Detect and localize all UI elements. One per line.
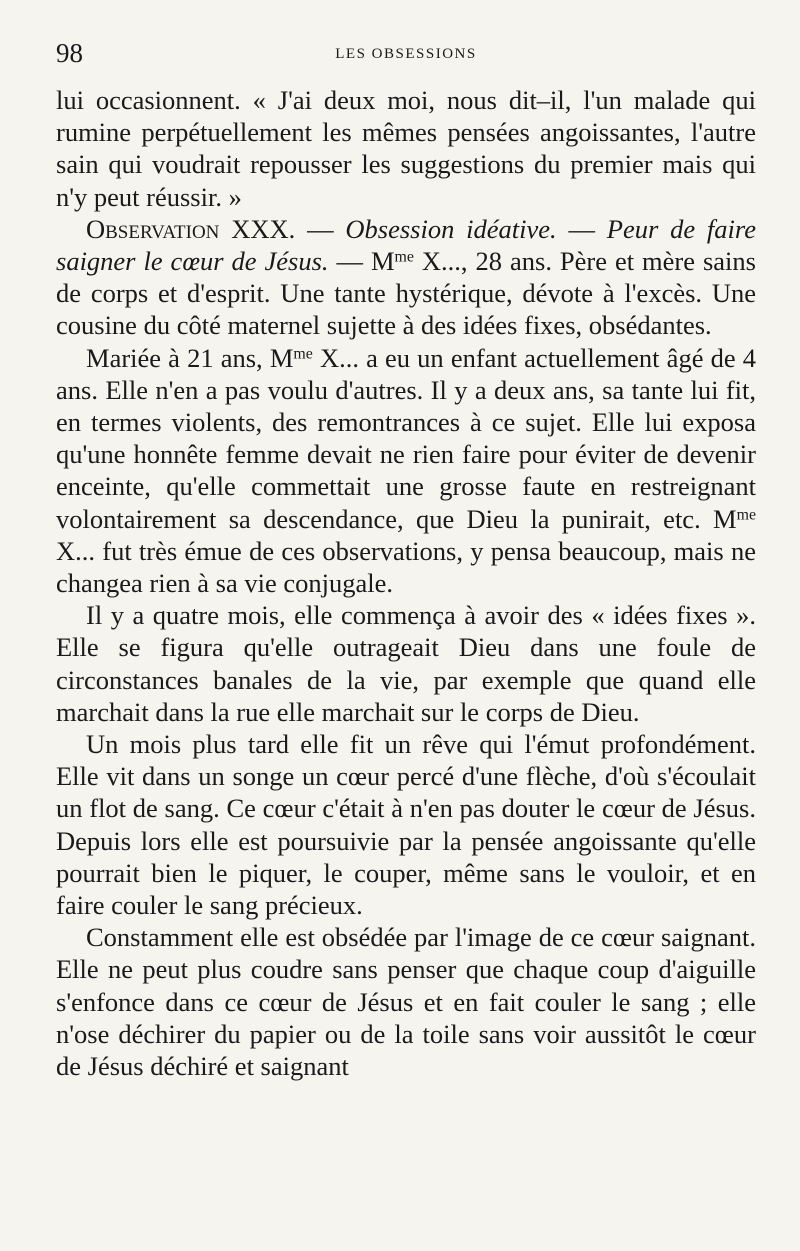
paragraph-3-part-3: X... fut très émue de ces observations, y pensa beaucoup, mais ne changea rien à sa vie conjugale. [56,535,756,599]
paragraph-4: Il y a quatre mois, elle commença à avoir des « idées fixes ». Elle se figura qu'elle outrageait Dieu dans une foule de circonstances banales de la vie, par exemple que quand elle marchait dans la rue elle marchait sur le corps de Dieu. [56,600,756,727]
observation-text: X..., 28 ans. Père et mère sains de corps et d'esprit. Une tante hystérique, dévote à l'excès. Une cousine du côté maternel sujette à des idées fixes, obsédantes. [56,246,756,341]
paragraph-6: Constamment elle est obsédée par l'image de ce cœur saignant. Elle ne peut plus coudre sans penser que chaque coup d'aiguille s'enfonce dans ce cœur de Jésus et en fait couler le sang ; elle n'ose déchirer du papier ou de la toile sans voir aussitôt le cœur de Jésus déchiré et saignant [56,922,756,1082]
body-text [56,84,756,1082]
superscript: me [394,248,414,266]
dash: — [556,213,607,244]
observation-label: Observation [86,213,220,244]
observation-subtitle-1: Obsession idéative. [345,213,557,244]
page-number: 98 [56,38,83,68]
paragraph-1: lui occasionnent. « J'ai deux moi, nous dit–il, l'un malade qui rumine perpétuellement les mêmes pensées angoissantes, l'autre sain qui voudrait repousser les suggestions du premier mais qui n'y peut réussir. » [56,85,756,212]
dash: — M [328,246,395,277]
paragraph-3 [56,342,756,600]
paragraph-2 [56,213,756,342]
paragraph-5: Un mois plus tard elle fit un rêve qui l'émut profondément. Elle vit dans un songe un cœur percé d'une flèche, d'où s'écoulait un flot de sang. Ce cœur c'était à n'en pas douter le cœur de Jésus. Depuis lors elle est poursuivie par la pensée angoissante qu'elle pourrait bien le piquer, le couper, même sans le vouloir, et en faire couler le sang précieux. [56,729,756,921]
observation-subtitle-2: Peur de faire saigner le cœur de Jésus. [56,213,756,277]
superscript: me [736,505,756,523]
running-title: LES OBSESSIONS [335,46,477,62]
paragraph-3-part-2: X... a eu un enfant actuellement âgé de 4 ans. Elle n'en a pas voulu d'autres. Il y a deux ans, sa tante lui fit, en termes violents, des remontrances à ce sujet. Elle lui exposa qu'une honnête femme devait ne rien faire pour éviter de devenir enceinte, qu'elle commettait une grosse faute en restreignant volontairement sa descendance, que Dieu la punirait, etc. M [56,342,757,534]
paragraph-3-part-1: Mariée à 21 ans, M [86,342,294,373]
dash: — [295,213,346,244]
page-header [56,32,756,84]
superscript: me [293,344,313,362]
observation-number: XXX. [231,213,296,244]
